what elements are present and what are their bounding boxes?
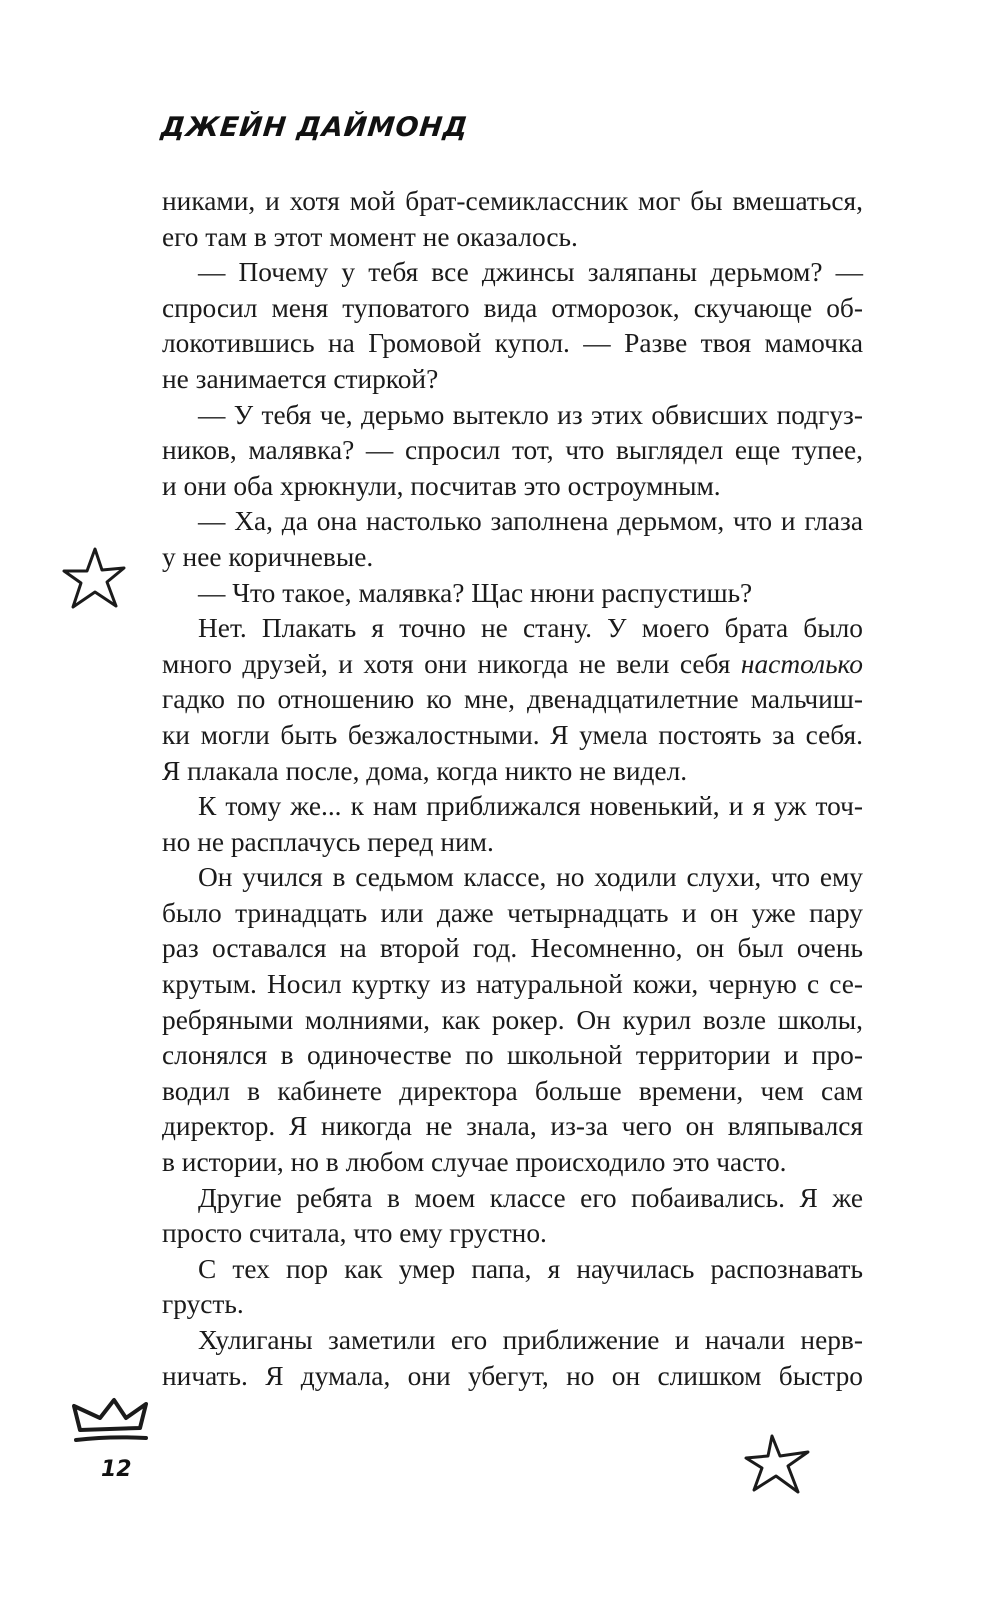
text-line: грусть.: [162, 1289, 244, 1320]
text-line: — Ха, да она настолько заполнена дерьмом, что и глаза: [198, 506, 863, 537]
text-line: никами, и хотя мой брат-семиклассник мог бы вмешаться,: [162, 186, 863, 216]
text-line: его там в этот момент не оказалось.: [162, 221, 578, 252]
text-line: ки могли быть безжалостными. Я умела постоять за себя.: [162, 719, 863, 750]
text-line-segment: много друзей, и хотя они никогда не вели себя: [162, 648, 731, 679]
text-line: у нее коричневые.: [162, 541, 374, 572]
text-line: и они оба хрюкнули, посчитав это остроумным.: [162, 470, 721, 501]
text-line: Хулиганы заметили его приближение и начали нерв-: [198, 1325, 863, 1355]
text-line: К тому же... к нам приближался новенький, и я уж точ-: [198, 791, 863, 822]
text-line: водил в кабинете директора больше времени, чем сам: [162, 1075, 863, 1106]
text-line: ребряными молниями, как рокер. Он курил возле школы,: [162, 1004, 863, 1035]
text-line: — Что такое, малявка? Щас нюни распустишь?: [198, 577, 753, 608]
emphasized-word: настолько: [740, 648, 863, 679]
text-line: Нет. Плакать я точно не стану. У моего брата было: [198, 613, 863, 644]
text-line: локотившись на Громовой купол. — Разве твоя мамочка: [162, 328, 863, 359]
text-line: Он учился в седьмом классе, но ходили слухи, что ему: [198, 862, 863, 893]
star-outline-icon: [60, 545, 128, 613]
page-number: 12: [101, 1457, 132, 1482]
text-line: Другие ребята в моем классе его побаивались. Я же: [198, 1182, 863, 1213]
text-line: крутым. Носил куртку из натуральной кожи, черную с се-: [162, 969, 863, 1000]
star-outline-icon: [742, 1432, 814, 1498]
running-head-author: ДЖЕЙН ДАЙМОНД: [159, 112, 470, 143]
text-line: спросил меня туповатого вида отморозок, скучающе об-: [162, 292, 863, 323]
text-line: но не расплачусь перед ним.: [162, 826, 494, 857]
crown-icon: [70, 1392, 150, 1452]
text-line: — У тебя че, дерьмо вытекло из этих обвисших подгуз-: [198, 399, 863, 430]
text-line: Я плакала после, дома, когда никто не видел.: [162, 755, 688, 786]
text-line: С тех пор как умер папа, я научилась распознавать: [198, 1253, 863, 1284]
text-line: слонялся в одиночестве по школьной территории и про-: [162, 1040, 863, 1071]
text-line: раз оставался на второй год. Несомненно, он был очень: [162, 933, 863, 964]
text-line: ничать. Я думала, они убегут, но он слишком быстро: [162, 1360, 863, 1391]
text-line: не занимается стиркой?: [162, 363, 439, 394]
text-line: гадко по отношению ко мне, двенадцатилетние мальчиш-: [162, 684, 863, 715]
text-line: директор. Я никогда не знала, из-за чего он вляпывался: [162, 1111, 863, 1142]
body-text: [162, 184, 863, 1394]
text-line-with-emphasis: [162, 647, 863, 683]
text-line: в истории, но в любом случае происходило это часто.: [162, 1147, 787, 1178]
text-line: — Почему у тебя все джинсы заляпаны дерьмом? —: [198, 257, 863, 288]
text-line: было тринадцать или даже четырнадцать и он уже пару: [162, 897, 863, 928]
text-line: просто считала, что ему грустно.: [162, 1218, 547, 1249]
text-line: ников, малявка? — спросил тот, что выглядел еще тупее,: [162, 435, 863, 466]
